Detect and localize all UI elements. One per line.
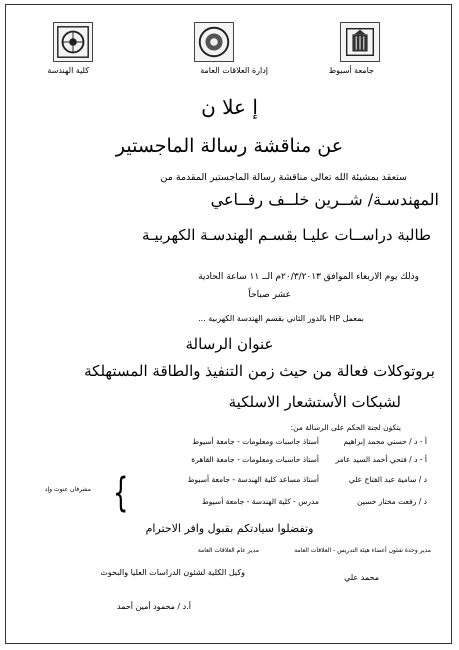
closing-invitation: وتفضلوا سيادتكم بقبول وافر الاحترام bbox=[145, 522, 314, 535]
committee-member-name: د / سامية عبد الفتاح علي bbox=[348, 475, 427, 484]
committee-member-role: مدرس - كلية الهندسة - جامعة أسيوط bbox=[201, 497, 319, 506]
thesis-title-line-2: لشبكات الأستشعار الاسلكية bbox=[228, 393, 401, 411]
header-university-label: جامعة أسيوط bbox=[328, 66, 374, 75]
intro-line: ستعقد بمشيئة الله تعالى مناقشة رسالة الماجستير المقدمة من bbox=[160, 172, 407, 183]
datetime-line-1: وذلك يوم الاربعاء الموافق ٢٠/٣/٢٠١٣م الــ ١١ ساعة الحادية bbox=[198, 272, 419, 282]
committee-member-role: أستاذ مساعد كلية الهندسة - جامعة أسيوط bbox=[187, 475, 319, 484]
committee-member-name: د / رفعت مختار حسين bbox=[357, 497, 427, 506]
committee-member-role: أستاذ حاسبات ومعلومات - جامعة أسيوط bbox=[192, 437, 319, 446]
public-relations-emblem-icon bbox=[194, 22, 234, 62]
venue-line: بمعمل HP بالدور الثاني بقسم الهندسة الكهربية ... bbox=[198, 314, 364, 323]
header-faculty-label: كلية الهندسة bbox=[47, 66, 89, 75]
engineering-faculty-emblem-icon bbox=[53, 22, 93, 62]
candidate-name: المهندسـة/ شــرين خلــف رفــاعي bbox=[210, 190, 439, 209]
announcement-title: إ علا ن bbox=[201, 95, 258, 119]
supervisors-note: مشرفان عنوت وإد bbox=[44, 486, 91, 493]
vice-dean-name: أ.د / محمود أمين أحمد bbox=[117, 602, 191, 611]
committee-member-role: أستاذ حاسبات ومعلومات - جامعة القاهرة bbox=[191, 455, 319, 464]
announcement-subtitle: عن مناقشة رسالة الماجستير bbox=[115, 135, 344, 157]
datetime-line-2: عشر صباحاً bbox=[248, 290, 291, 300]
committee-heading: يتكون لجنة الحكم على الرسالة من: bbox=[290, 423, 401, 432]
committee-member-name: أ - د / فتحي أحمد السيد عامر bbox=[335, 455, 427, 464]
header-pr-department-label: إدارة العلاقات العامة bbox=[200, 66, 268, 75]
candidate-position: طالبة دراســات عليـا بقسـم الهندسـة الكهربيـة bbox=[142, 226, 431, 244]
pr-unit-manager-title: مدير وحدة شئون أعضاء هيئة التدريس - العلاقات العامة bbox=[294, 547, 431, 554]
thesis-heading: عنوان الرسالة bbox=[185, 335, 274, 353]
thesis-title-line-1: بروتوكلات فعالة من حيث زمن التنفيذ والطاقة المستهلكة bbox=[84, 362, 435, 380]
pr-general-manager-title: مدير عام العلاقات العامة bbox=[197, 547, 259, 554]
signature-right-name: محمد علي bbox=[344, 573, 379, 582]
university-seal-icon bbox=[340, 22, 380, 62]
committee-member-name: أ - د / حسني محمد إبراهيم bbox=[343, 437, 427, 446]
supervisors-brace: { bbox=[113, 470, 129, 516]
vice-dean-title: وكيل الكلية لشئون الدراسات العليا والبحوث bbox=[100, 568, 245, 577]
